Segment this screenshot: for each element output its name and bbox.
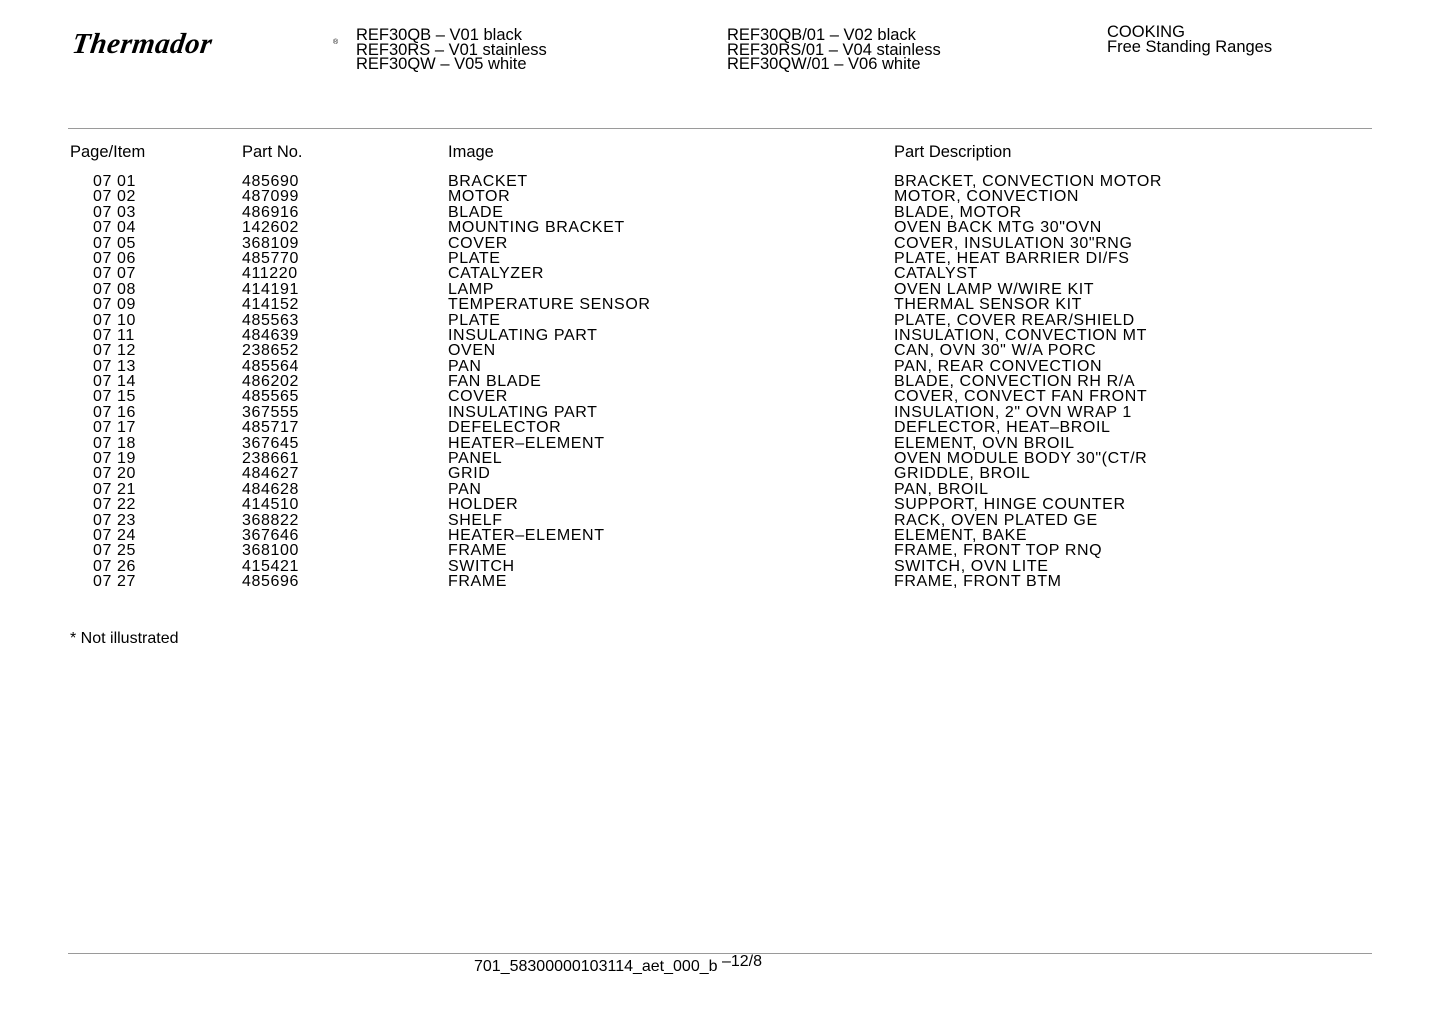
cell-image: FRAME	[448, 573, 507, 591]
table-row	[0, 528, 1442, 543]
table-row	[0, 543, 1442, 558]
cell-part-no: 485770	[242, 249, 299, 267]
cell-page-item: 07 22	[93, 496, 137, 514]
cell-page-item: 07 01	[93, 173, 137, 190]
model-list-primary	[356, 28, 547, 72]
table-row	[0, 359, 1442, 374]
cell-page-item: 07 11	[93, 326, 135, 344]
cell-part-no: 485564	[242, 357, 299, 375]
cell-page-item: 07 02	[93, 188, 137, 206]
table-row	[0, 313, 1442, 328]
column-header-image: Image	[448, 143, 494, 161]
cell-part-no: 485690	[242, 173, 299, 190]
cell-image: PLATE	[448, 249, 501, 267]
category-subtitle: Free Standing Ranges	[1107, 38, 1273, 56]
cell-description: PAN, BROIL	[894, 480, 989, 498]
table-row	[0, 513, 1442, 528]
cell-description: PLATE, HEAT BARRIER DI/FS	[894, 249, 1130, 267]
cell-image: BRACKET	[448, 173, 528, 190]
table-row	[0, 236, 1442, 251]
model-line: REF30QB – V01 black	[356, 26, 522, 44]
model-list-secondary	[727, 28, 941, 72]
registered-mark: ®	[333, 39, 339, 46]
cell-description: INSULATION, 2" OVN WRAP 1	[894, 403, 1132, 421]
cell-image: PAN	[448, 480, 482, 498]
cell-image: HEATER–ELEMENT	[448, 434, 605, 452]
model-line: REF30RS – V01 stainless	[356, 40, 547, 59]
column-header-description: Part Description	[894, 143, 1012, 161]
cell-image: MOTOR	[448, 188, 511, 206]
cell-page-item: 07 15	[93, 388, 137, 406]
category-title: COOKING	[1107, 23, 1185, 41]
table-row	[0, 328, 1442, 343]
cell-part-no: 368100	[242, 542, 299, 560]
cell-image: MOUNTING BRACKET	[448, 219, 625, 237]
footer-divider	[68, 953, 1372, 954]
cell-description: PLATE, COVER REAR/SHIELD	[894, 311, 1135, 329]
cell-image: INSULATING PART	[448, 403, 598, 421]
document-footer	[474, 953, 763, 976]
cell-image: CATALYZER	[448, 265, 545, 283]
table-row	[0, 420, 1442, 435]
cell-page-item: 07 18	[93, 434, 137, 452]
cell-page-item: 07 13	[93, 357, 137, 375]
cell-page-item: 07 10	[93, 311, 137, 329]
cell-page-item: 07 20	[93, 465, 137, 483]
cell-page-item: 07 26	[93, 557, 137, 575]
cell-image: SHELF	[448, 511, 503, 529]
table-row	[0, 297, 1442, 312]
cell-part-no: 484628	[242, 480, 299, 498]
model-line: REF30QW – V05 white	[356, 55, 527, 73]
footnote: * Not illustrated	[70, 630, 179, 647]
cell-part-no: 238652	[242, 342, 299, 360]
cell-part-no: 484639	[242, 326, 299, 344]
cell-page-item: 07 21	[93, 480, 137, 498]
cell-description: BLADE, CONVECTION RH R/A	[894, 373, 1136, 391]
model-line: REF30QB/01 – V02 black	[727, 26, 916, 44]
table-row	[0, 266, 1442, 281]
cell-part-no: 415421	[242, 557, 299, 575]
cell-description: CATALYST	[894, 265, 978, 283]
cell-page-item: 07 19	[93, 450, 137, 468]
cell-part-no: 367646	[242, 526, 299, 544]
cell-part-no: 485717	[242, 419, 299, 437]
cell-page-item: 07 09	[93, 296, 137, 314]
column-header-page-item: Page/Item	[70, 143, 146, 161]
cell-image: OVEN	[448, 342, 496, 360]
table-row	[0, 189, 1442, 204]
table-row	[0, 466, 1442, 481]
cell-page-item: 07 14	[93, 373, 137, 391]
table-row	[0, 282, 1442, 297]
cell-description: RACK, OVEN PLATED GE	[894, 511, 1098, 529]
cell-description: SWITCH, OVN LITE	[894, 557, 1049, 575]
cell-part-no: 411220	[242, 265, 298, 283]
cell-description: ELEMENT, BAKE	[894, 526, 1028, 544]
cell-page-item: 07 23	[93, 511, 137, 529]
cell-image: HEATER–ELEMENT	[448, 526, 605, 544]
cell-page-item: 07 08	[93, 280, 137, 298]
cell-image: PLATE	[448, 311, 501, 329]
table-row	[0, 251, 1442, 266]
cell-part-no: 238661	[242, 450, 299, 468]
cell-description: CAN, OVN 30" W/A PORC	[894, 342, 1097, 360]
cell-page-item: 07 27	[93, 573, 137, 591]
cell-image: FAN BLADE	[448, 373, 542, 391]
cell-description: OVEN MODULE BODY 30"(CT/R	[894, 450, 1148, 468]
cell-part-no: 368822	[242, 511, 299, 529]
document-id: 701_58300000103114_aet_000_b	[474, 958, 722, 975]
table-row	[0, 559, 1442, 574]
table-row	[0, 574, 1442, 589]
table-row	[0, 405, 1442, 420]
cell-image: DEFELECTOR	[448, 419, 562, 437]
cell-part-no: 486202	[242, 373, 299, 391]
cell-image: GRID	[448, 465, 491, 483]
cell-page-item: 07 25	[93, 542, 137, 560]
cell-description: INSULATION, CONVECTION MT	[894, 326, 1147, 344]
table-row	[0, 220, 1442, 235]
cell-page-item: 07 07	[93, 265, 137, 283]
cell-description: PAN, REAR CONVECTION	[894, 357, 1103, 375]
cell-part-no: 485565	[242, 388, 299, 406]
cell-part-no: 486916	[242, 203, 299, 221]
table-row	[0, 436, 1442, 451]
cell-part-no: 414152	[242, 296, 299, 314]
cell-image: PAN	[448, 357, 482, 375]
parts-table-header	[0, 143, 1442, 161]
cell-description: SUPPORT, HINGE COUNTER	[894, 496, 1126, 514]
cell-page-item: 07 03	[93, 203, 137, 221]
cell-page-item: 07 12	[93, 342, 137, 360]
cell-description: THERMAL SENSOR KIT	[894, 296, 1083, 314]
cell-image: COVER	[448, 234, 508, 252]
cell-image: INSULATING PART	[448, 326, 598, 344]
cell-part-no: 367645	[242, 434, 299, 452]
cell-part-no: 485563	[242, 311, 299, 329]
cell-description: FRAME, FRONT BTM	[894, 573, 1062, 591]
cell-image: PANEL	[448, 450, 503, 468]
cell-part-no: 487099	[242, 188, 299, 206]
cell-page-item: 07 17	[93, 419, 137, 437]
cell-page-item: 07 04	[93, 219, 137, 237]
cell-part-no: 484627	[242, 465, 299, 483]
cell-image: BLADE	[448, 203, 504, 221]
cell-page-item: 07 24	[93, 526, 137, 544]
model-line: REF30RS/01 – V04 stainless	[727, 40, 941, 59]
cell-image: LAMP	[448, 280, 494, 298]
header-divider	[68, 128, 1372, 129]
cell-description: MOTOR, CONVECTION	[894, 188, 1080, 206]
cell-part-no: 414510	[242, 496, 299, 514]
table-row	[0, 497, 1442, 512]
cell-description: GRIDDLE, BROIL	[894, 465, 1031, 483]
cell-part-no: 368109	[242, 234, 299, 252]
cell-description: BLADE, MOTOR	[894, 203, 1022, 221]
cell-description: COVER, INSULATION 30"RNG	[894, 234, 1133, 252]
cell-page-item: 07 16	[93, 403, 137, 421]
cell-page-item: 07 06	[93, 249, 137, 267]
table-row	[0, 174, 1442, 189]
table-row	[0, 482, 1442, 497]
table-row	[0, 343, 1442, 358]
cell-description: BRACKET, CONVECTION MOTOR	[894, 173, 1163, 190]
table-row	[0, 451, 1442, 466]
cell-image: FRAME	[448, 542, 507, 560]
cell-description: FRAME, FRONT TOP RNQ	[894, 542, 1103, 560]
product-category	[1107, 25, 1272, 55]
cell-part-no: 142602	[242, 219, 299, 237]
cell-description: DEFLECTOR, HEAT–BROIL	[894, 419, 1111, 437]
cell-part-no: 367555	[242, 403, 299, 421]
cell-part-no: 414191	[242, 280, 299, 298]
cell-image: TEMPERATURE SENSOR	[448, 296, 651, 314]
cell-description: ELEMENT, OVN BROIL	[894, 434, 1075, 452]
table-row	[0, 205, 1442, 220]
table-row	[0, 374, 1442, 389]
cell-image: COVER	[448, 388, 508, 406]
cell-image: SWITCH	[448, 557, 515, 575]
cell-image: HOLDER	[448, 496, 519, 514]
cell-description: COVER, CONVECT FAN FRONT	[894, 388, 1148, 406]
cell-page-item: 07 05	[93, 234, 137, 252]
page-suffix: –12/8	[721, 953, 763, 970]
table-row	[0, 389, 1442, 404]
model-line: REF30QW/01 – V06 white	[727, 55, 921, 73]
brand-logo: Thermador	[70, 28, 215, 60]
cell-description: OVEN BACK MTG 30"OVN	[894, 219, 1102, 237]
column-header-part-no: Part No.	[242, 143, 303, 161]
cell-description: OVEN LAMP W/WIRE KIT	[894, 280, 1095, 298]
parts-table-body	[0, 174, 1442, 590]
cell-part-no: 485696	[242, 573, 299, 591]
